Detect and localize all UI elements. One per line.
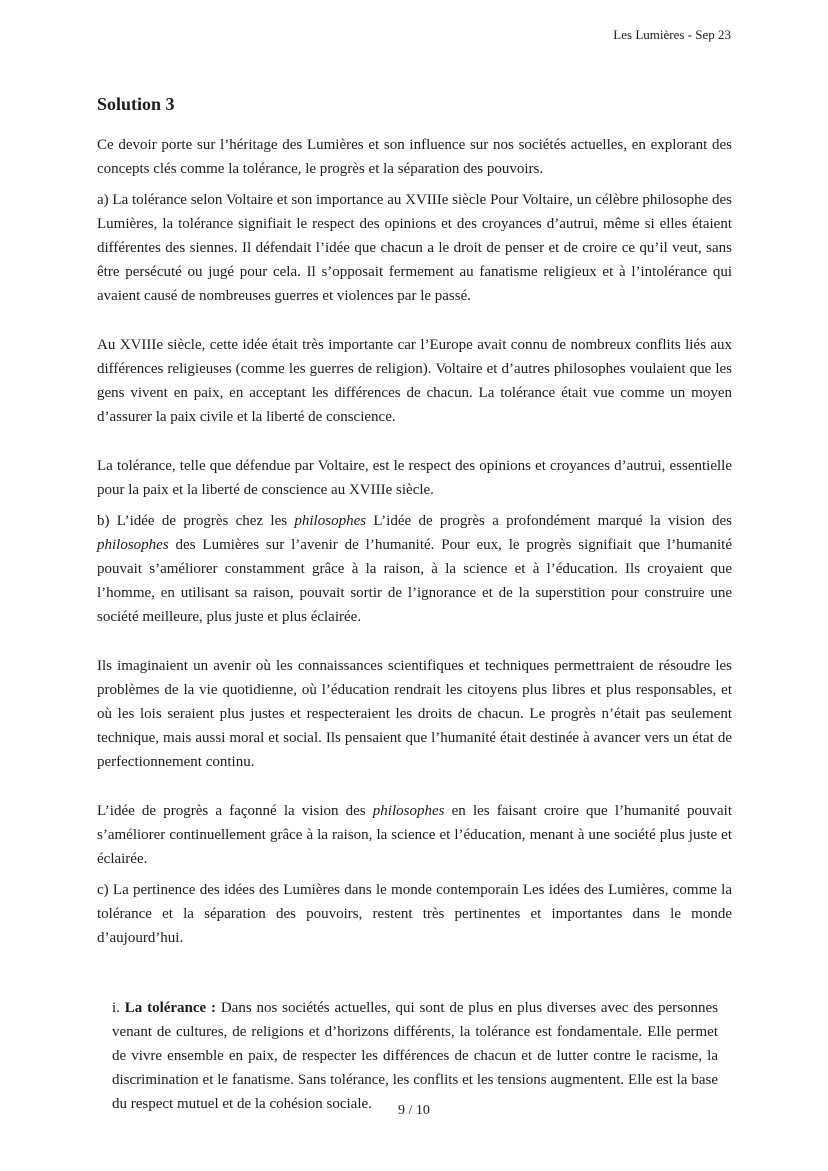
solution-title: Solution 3 (97, 94, 175, 114)
future-vision-paragraph: Ils imaginaient un avenir où les connaissances scientifiques et techniques permettraient de résoudre les problèmes de la vie quotidienne, où l’éducation rendrait les citoyens plus libres et plus responsables, et où les lois seraient plus justes et respecteraient les droits de chacun. Le progrès n’était pas seulement technique, mais aussi moral et social. Ils pensaient que l’humanité était destinée à avancer vers un état de perfectionnement continu. (97, 658, 732, 770)
tolerance-summary-paragraph: La tolérance, telle que défendue par Voltaire, est le respect des opinions et croyances d’autrui, essentielle pour la paix et la liberté de conscience au XVIIIe siècle. (97, 458, 732, 498)
part-a-paragraph: a) La tolérance selon Voltaire et son importance au XVIIIe siècle Pour Voltaire, un célèbre philosophe des Lumières, la tolérance signifiait le respect des opinions et des croyances d’autrui, même si elles étaient différentes des siennes. Il défendait l’idée que chacun a le droit de penser et de croire ce qu’il veut, sans être persécuté ou jugé pour cela. Il s’opposait fermement au fanatisme religieux et à l’intolérance qui avaient causé de nombreuses guerres et violences par le passé. (97, 192, 732, 304)
text-segment: des Lumières sur l’avenir de l’humanité. Pour eux, le progrès signifiait que l’humanité pouvait s’améliorer constamment grâce à la raison, à la science et à l’éducation. Ils croyaient que l’homme, en utilisant sa raison, pouvait sortir de l’ignorance et de la superstition pour construire une société meilleure, plus juste et plus éclairée. (97, 537, 732, 625)
page-number: 9 / 10 (398, 1103, 430, 1118)
intro-paragraph: Ce devoir porte sur l’héritage des Lumières et son influence sur nos sociétés actuelles, en explorant des concepts clés comme la tolérance, le progrès et la séparation des pouvoirs. (97, 137, 732, 177)
philosophes-italic-term: philosophes (97, 537, 169, 553)
text-segment: L’idée de progrès a profondément marqué la vision des (366, 513, 732, 529)
text-segment: L’idée de progrès a façonné la vision des (97, 803, 373, 819)
part-c-paragraph: c) La pertinence des idées des Lumières dans le monde contemporain Les idées des Lumières, comme la tolérance et la séparation des pouvoirs, restent très pertinentes et importantes dans le monde d’aujourd’hui. (97, 882, 732, 946)
text-segment: b) L’idée de progrès chez les (97, 513, 295, 529)
running-header: Les Lumières - Sep 23 (613, 27, 731, 42)
philosophes-italic-term: philosophes (372, 803, 445, 819)
item-i-bold-label: La tolérance : (124, 1000, 217, 1016)
text-segment: Dans nos sociétés actuelles, qui sont de plus en plus diverses avec des personnes venant de cultures, de religions et d’horizons différents, la tolérance est fondamentale. Elle permet de vivre ensemble en paix, de respecter les différences de chacun et de lutter contre le racisme, la discrimination et le fanatisme. Sans tolérance, les conflits et les tensions augmentent. Elle est la base du respect mutuel et de la cohésion sociale. (112, 1000, 718, 1112)
philosophes-italic-term: philosophes (294, 513, 367, 529)
text-segment: en les faisant croire que l’humanité pouvait s’améliorer continuellement grâce à la raison, la science et l’éducation, menant à une société plus juste et éclairée. (97, 803, 732, 867)
progress-summary-paragraph (97, 799, 732, 871)
document-content (97, 93, 732, 1123)
context-xviii-paragraph: Au XVIIIe siècle, cette idée était très importante car l’Europe avait connu de nombreux conflits liés aux différences religieuses (comme les guerres de religion). Voltaire et d’autres philosophes voulaient que les gens vivent en paix, en acceptant les différences de chacun. La tolérance était vue comme un moyen d’assurer la paix civile et la liberté de conscience. (97, 337, 732, 425)
item-i-marker: i. (112, 1000, 125, 1016)
item-i-paragraph (112, 996, 718, 1116)
part-b-paragraph (97, 509, 732, 629)
